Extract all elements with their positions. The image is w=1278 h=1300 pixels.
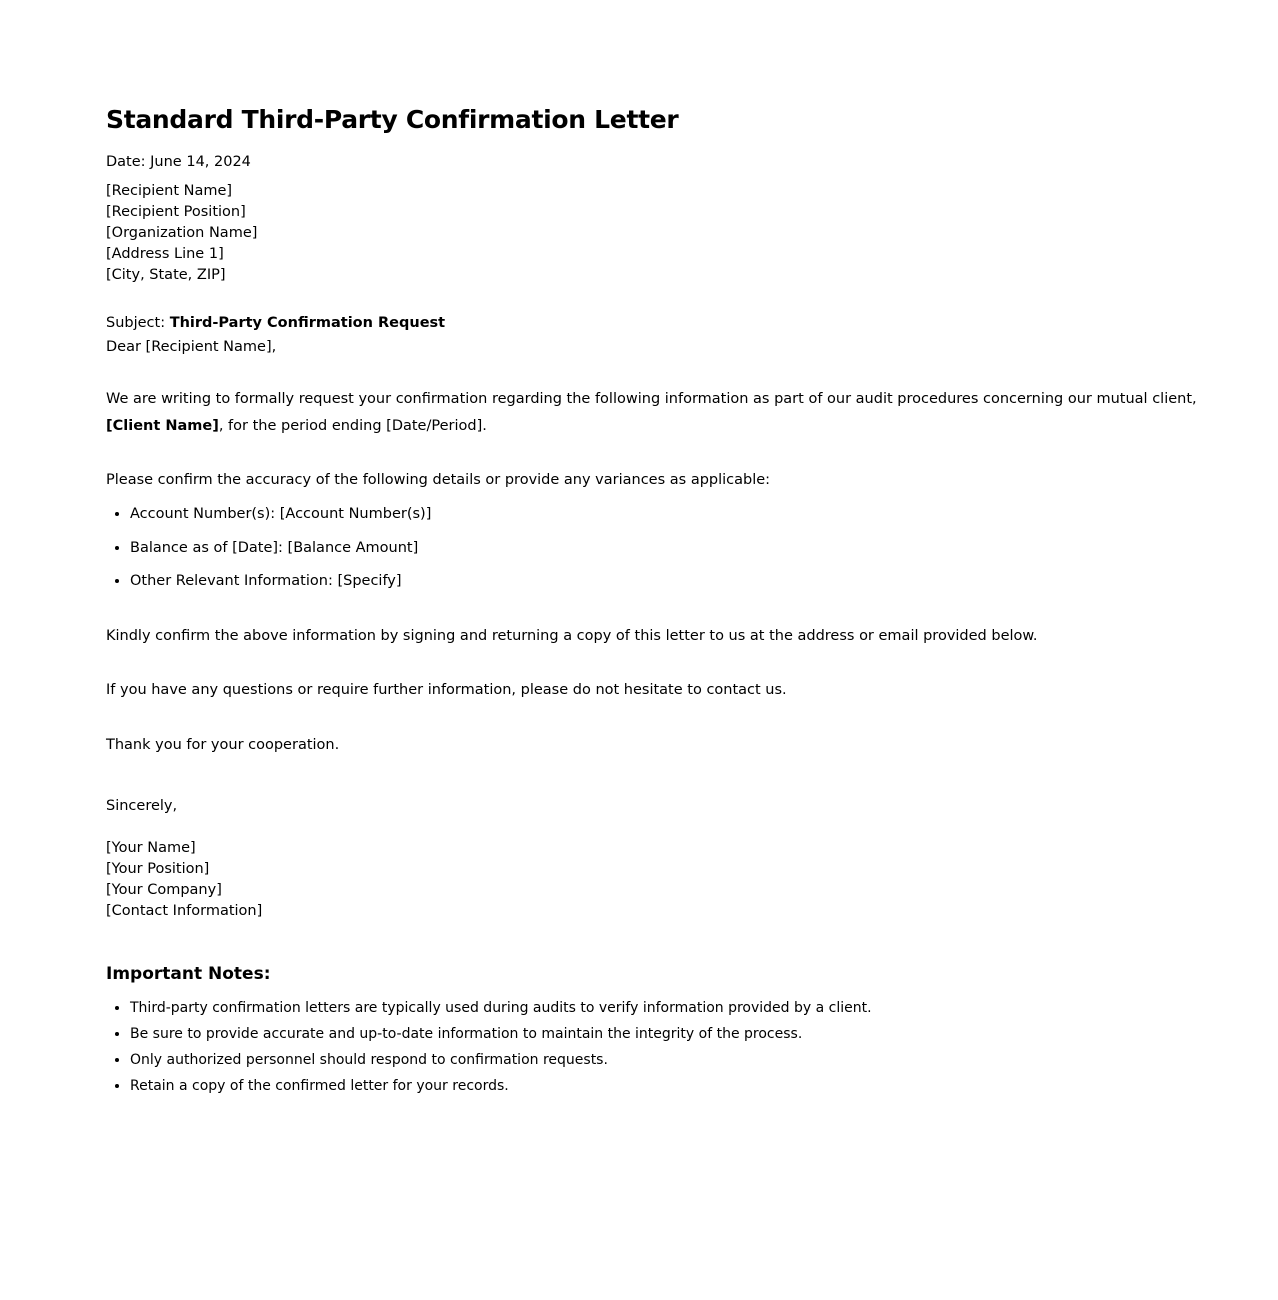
notes-heading: Important Notes: xyxy=(106,964,271,984)
subject-label: Subject: xyxy=(106,315,170,331)
recipient-name: [Recipient Name] xyxy=(106,183,233,199)
list-item: • Only authorized personnel should respond to confirmation requests. xyxy=(130,1047,1226,1073)
signature-name: [Your Name] xyxy=(106,840,196,856)
list-item: • Balance as of [Date]: [Balance Amount] xyxy=(130,538,1226,558)
intro-paragraph xyxy=(106,386,1226,440)
notes-list xyxy=(106,995,1226,1099)
signature-contact: [Contact Information] xyxy=(106,903,263,919)
please-confirm-paragraph: Please confirm the accuracy of the following details or provide any variances as applicable: xyxy=(106,472,771,488)
kindly-confirm-paragraph: Kindly confirm the above information by signing and returning a copy of this letter to us at the address or email provided below. xyxy=(106,628,1038,644)
letter-date: Date: June 14, 2024 xyxy=(106,154,251,170)
letter-page xyxy=(106,100,1226,1099)
details-list xyxy=(106,504,1226,591)
recipient-address-line: [Address Line 1] xyxy=(106,246,224,262)
questions-paragraph: If you have any questions or require further information, please do not hesitate to contact us. xyxy=(106,682,787,698)
recipient-address xyxy=(106,181,1226,286)
signature-position: [Your Position] xyxy=(106,861,210,877)
list-item: • Third-party confirmation letters are typically used during audits to verify information provided by a client. xyxy=(130,995,1226,1021)
intro-suffix: , for the period ending [Date/Period]. xyxy=(218,418,487,434)
list-item: • Retain a copy of the confirmed letter for your records. xyxy=(130,1073,1226,1099)
signature-company: [Your Company] xyxy=(106,882,222,898)
letter-subject xyxy=(106,313,1226,334)
signature-block xyxy=(106,838,1226,922)
recipient-organization: [Organization Name] xyxy=(106,225,258,241)
intro-client-name: [Client Name] xyxy=(106,418,219,434)
letter-title: Standard Third-Party Confirmation Letter xyxy=(106,105,679,134)
recipient-position: [Recipient Position] xyxy=(106,204,246,220)
thanks-paragraph: Thank you for your cooperation. xyxy=(106,737,340,753)
salutation: Dear [Recipient Name], xyxy=(106,339,277,355)
list-item: • Account Number(s): [Account Number(s)] xyxy=(130,504,1226,524)
recipient-city-state-zip: [City, State, ZIP] xyxy=(106,267,226,283)
intro-text: We are writing to formally request your confirmation regarding the following information as part of our audit procedures concerning our mutual client, xyxy=(106,391,1197,407)
closing: Sincerely, xyxy=(106,798,178,814)
list-item: • Be sure to provide accurate and up-to-date information to maintain the integrity of the process. xyxy=(130,1021,1226,1047)
list-item: • Other Relevant Information: [Specify] xyxy=(130,571,1226,591)
subject-text: Third-Party Confirmation Request xyxy=(169,315,446,331)
